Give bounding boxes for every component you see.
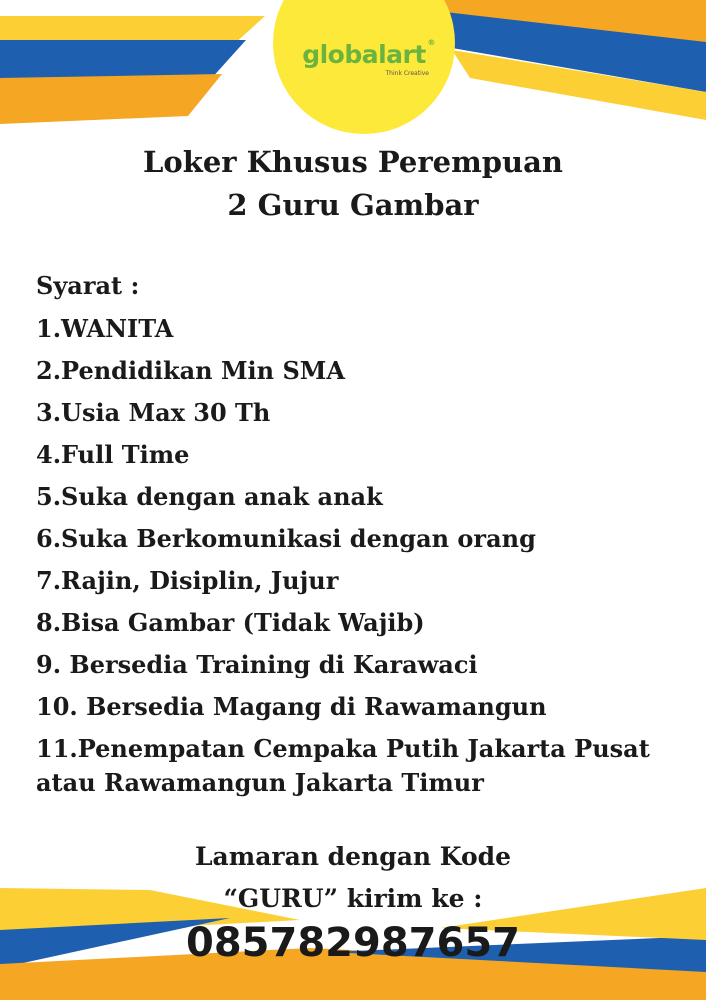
poster-title: Loker Khusus Perempuan [143,145,563,179]
list-item: 9. Bersedia Training di Karawaci [36,650,478,679]
list-item: 6.Suka Berkomunikasi dengan orang [36,524,536,553]
logo-wordmark [302,38,435,69]
requirements-list [36,312,676,800]
requirements-heading: Syarat : [36,271,140,300]
apply-instruction: Lamaran dengan Kode [194,842,512,871]
list-item: 2.Pendidikan Min SMA [36,356,345,385]
list-item: 4.Full Time [36,440,190,469]
apply-code: “GURU” kirim ke : [223,884,483,913]
top-left-orange-band [0,74,222,124]
logo-tagline: Think Creative [385,70,429,77]
phone-number: 085782987657 [186,920,520,966]
list-item: 5.Suka dengan anak anak [36,482,383,511]
list-item: 10. Bersedia Magang di Rawamangun [36,692,547,721]
list-item: 8.Bisa Gambar (Tidak Wajib) [36,608,425,637]
poster-subtitle: 2 Guru Gambar [227,188,479,222]
list-item: 7.Rajin, Disiplin, Jujur [36,566,339,595]
list-item: 3.Usia Max 30 Th [36,398,271,427]
list-item: 11.Penempatan Cempaka Putih Jakarta Pusat atau Rawamangun Jakarta Timur [36,734,650,797]
logo-text: globalart [302,40,426,69]
list-item: 1.WANITA [36,314,174,343]
registered-mark: ® [427,38,435,47]
brand-logo [273,40,455,77]
